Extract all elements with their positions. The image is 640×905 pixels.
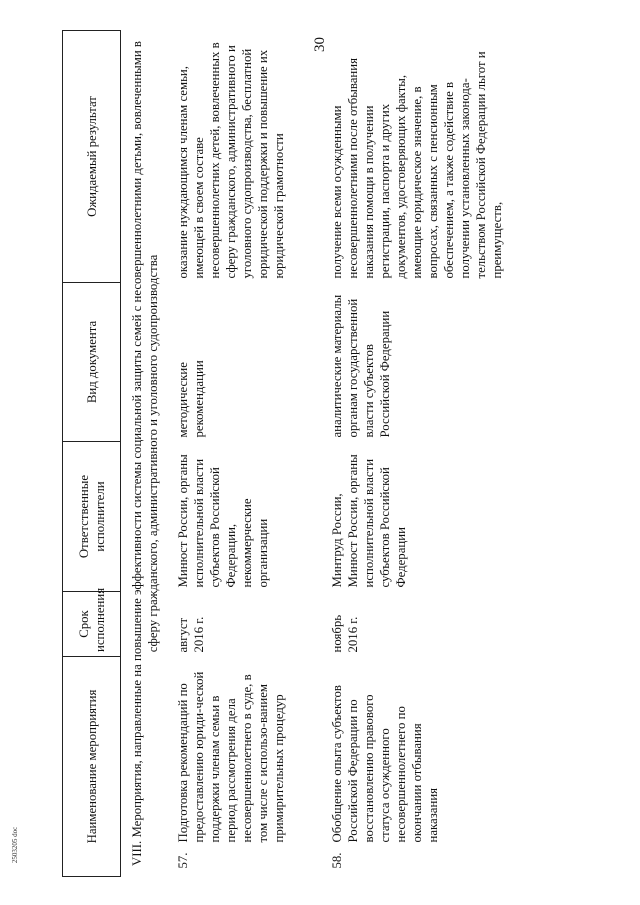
table-row <box>325 31 505 877</box>
measure-name: Подготовка рекомендаций по предоставлению юриди-ческой поддержки членам семьи в период рассмотрения дела несовершеннолетнего в суде, в том числе с использо-ванием примирительных процедур <box>176 671 286 843</box>
header-result: Ожидаемый результат <box>63 31 121 283</box>
cell-term: ноябрь 2016 г. <box>330 614 360 653</box>
row-number: 57. <box>176 852 190 869</box>
cell-name <box>171 657 325 877</box>
cell-result: получение всеми осужденными несовершеннолетними после отбывания наказания помощи в получении регистрации, паспорта и других документов, удостоверяющих факты, имеющие юридическое значение, в вопросах, связанных с пенсионным обеспечением, а также содействие в получении установленных законода-тельством Российской Федерации льгот и преимуществ, <box>330 51 504 279</box>
cell-executors: Минтруд России, Минюст России, органы исполнительной власти субъектов Российской Федерации <box>330 454 408 588</box>
cell-result: оказание нуждающимся членам семьи, имеющей в своем составе несовершеннолетних детей, вовлеченных в сферу гражданского, административного и уголовного судопроизводства, бесплатной юридической поддержки и повышение их юридической грамотности <box>176 42 286 279</box>
header-doc-type: Вид документа <box>63 283 121 442</box>
header-term: Срок исполнения <box>63 592 121 657</box>
row-number: 58. <box>330 852 344 869</box>
cell-doc-type: методические рекомендации <box>176 360 206 438</box>
measure-name: Обобщение опыта субъектов Российской Федерации по восстановлению правового статуса осужденного несовершеннолетнего по окончании отбывания наказания <box>330 685 440 843</box>
section-row <box>121 31 172 877</box>
cell-doc-type: аналитические материалы органам государственной власти субъектов Российской Федерации <box>330 294 392 438</box>
page-number: 30 <box>311 36 328 52</box>
table-row <box>171 31 325 877</box>
cell-name <box>325 657 505 877</box>
document-code: 2503205 doc <box>11 826 20 864</box>
rotated-table-container <box>62 31 552 877</box>
cell-executors: Минюст России, органы исполнительной власти субъектов Российской Федерации, некоммерческие организации <box>176 454 270 588</box>
header-name: Наименование мероприятия <box>63 657 121 877</box>
section-title: VIII. Мероприятия, направленные на повышение эффективности системы социальной защиты семей с несовершеннолетними детьми, вовлеченными в сферу гражданского, административного и уголовного судопроизводства <box>130 41 160 866</box>
measures-table <box>62 30 505 877</box>
header-executors: Ответственные исполнители <box>63 442 121 592</box>
cell-term: август 2016 г. <box>176 616 206 653</box>
table-header-row <box>63 31 121 877</box>
